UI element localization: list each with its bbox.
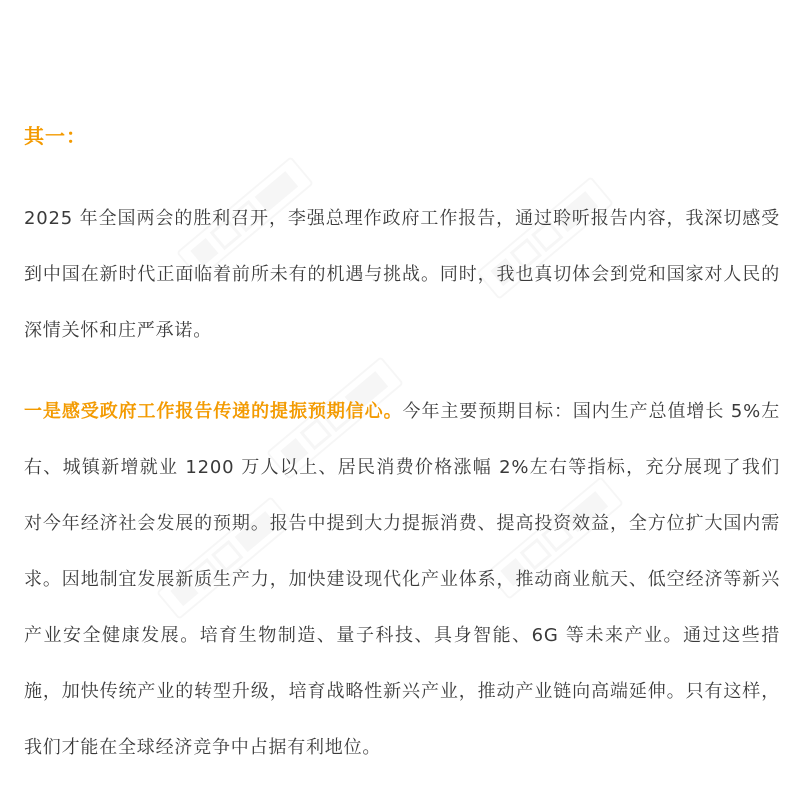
paragraph-body-text: 今年主要预期目标：国内生产总值增长 5%左右、城镇新增就业 1200 万人以上、居民消费价格涨幅 2%左右等指标，充分展现了我们对今年经济社会发展的预期。报告中提到大力提振消费、提高投资效益，全方位扩大国内需求。因地制宜发展新质生产力，加快建设现代化产业体系，推动商业航天、低空经济等新兴产业安全健康发展。培育生物制造、量子科技、具身智能、6G 等未来产业。通过这些措施，加快传统产业的转型升级，培育战略性新兴产业，推动产业链向高端延伸。只有这样，我们才能在全球经济竞争中占据有利地位。 — [24, 401, 781, 758]
section-heading: 其一： — [24, 124, 87, 148]
paragraph-intro: 2025 年全国两会的胜利召开，李强总理作政府工作报告，通过聆听报告内容，我深切感受到中国在新时代正面临着前所未有的机遇与挑战。同时，我也真切体会到党和国家对人民的深情关怀和庄严承诺。 — [24, 208, 780, 341]
highlight-lead-sentence: 一是感受政府工作报告传递的提振预期信心。 — [24, 401, 403, 422]
paragraph-point-one — [24, 384, 780, 776]
